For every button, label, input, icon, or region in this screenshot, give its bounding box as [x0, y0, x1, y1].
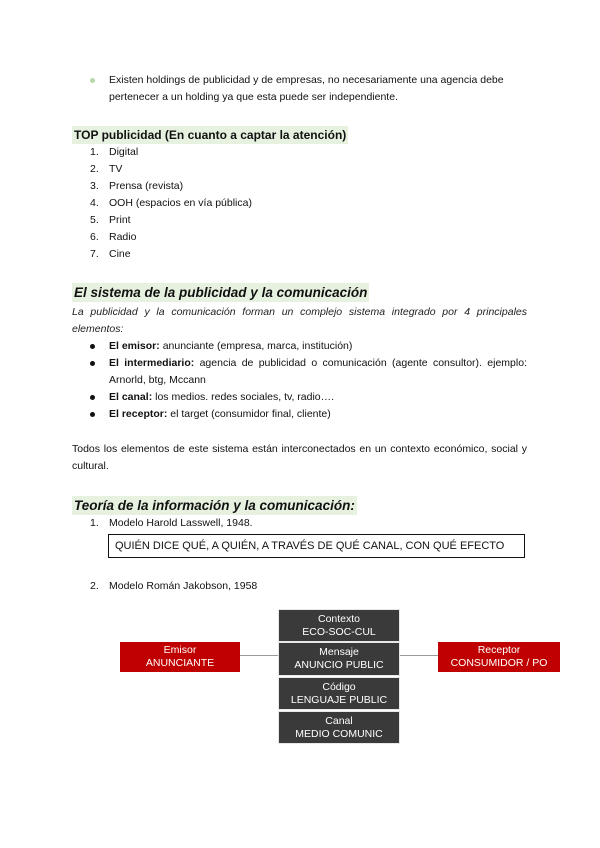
- bullet-icon: [90, 412, 95, 417]
- model-list-2: [90, 578, 257, 595]
- list-item: 4. OOH (espacios en vía pública): [90, 197, 252, 209]
- box-codigo: Código LENGUAJE PUBLIC: [278, 677, 400, 710]
- list-item: 1. Digital: [90, 146, 139, 158]
- box-receptor: Receptor CONSUMIDOR / PO: [438, 642, 560, 672]
- list-item: 2. Modelo Román Jakobson, 1958: [90, 580, 258, 592]
- sistema-closing: Todos los elementos de este sistema están interconectados en un contexto económico, social y cultural.: [72, 443, 527, 472]
- model-list-1: [90, 515, 253, 532]
- box-emisor: Emisor ANUNCIANTE: [120, 642, 240, 672]
- bullet-icon: [90, 395, 95, 400]
- sistema-heading: El sistema de la publicidad y la comunicación: [74, 285, 368, 300]
- bullet-icon: [90, 361, 95, 366]
- list-item: 6. Radio: [90, 231, 137, 243]
- list-item: El receptor: el target (consumidor final, cliente): [90, 406, 527, 423]
- list-item: 5. Print: [90, 214, 131, 226]
- list-item: 3. Prensa (revista): [90, 180, 184, 192]
- bullet-icon: [90, 344, 95, 349]
- top-heading: TOP publicidad (En cuanto a captar la atención): [74, 128, 347, 142]
- box-contexto: Contexto ECO-SOC-CUL: [278, 609, 400, 642]
- list-item: 2. TV: [90, 163, 123, 175]
- list-item: El canal: los medios. redes sociales, tv, radio….: [90, 389, 527, 406]
- list-item: 7. Cine: [90, 248, 131, 260]
- top-list: [90, 144, 252, 263]
- box-mensaje: Mensaje ANUNCIO PUBLIC: [278, 642, 400, 676]
- sistema-list: [90, 338, 527, 423]
- intro-text: Existen holdings de publicidad y de empresas, no necesariamente una agencia debe pertenecer a un holding ya que esta puede ser independiente.: [109, 74, 504, 103]
- box-canal: Canal MEDIO COMUNIC: [278, 711, 400, 744]
- intro-bullet: [90, 72, 530, 106]
- bullet-icon: [90, 78, 95, 83]
- list-item: El intermediario: agencia de publicidad o comunicación (agente consultor). ejemplo: Arnorld, btg, Mccann: [90, 355, 527, 389]
- sistema-paragraph: La publicidad y la comunicación forman un complejo sistema integrado por 4 principales elementos:: [72, 306, 527, 335]
- list-item: 1. Modelo Harold Lasswell, 1948.: [90, 517, 253, 529]
- list-item: El emisor: anunciante (empresa, marca, institución): [90, 338, 527, 355]
- lasswell-box: QUIÉN DICE QUÉ, A QUIÉN, A TRAVÉS DE QUÉ CANAL, CON QUÉ EFECTO: [108, 534, 525, 558]
- teoria-heading: Teoría de la información y la comunicación:: [74, 498, 355, 513]
